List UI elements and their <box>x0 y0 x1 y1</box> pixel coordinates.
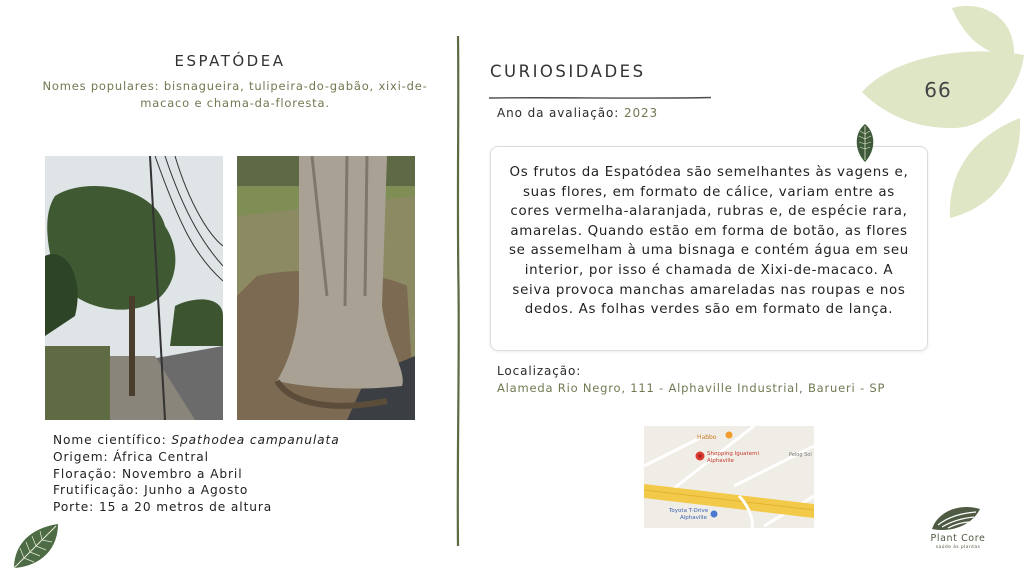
popular-names: Nomes populares: bisnagueira, tulipeira-do-gabão, xixi-de-macaco e chama-da-floresta. <box>42 79 428 110</box>
evaluation-year <box>497 106 658 120</box>
year-label: Ano da avaliação: <box>497 106 624 120</box>
tree-street-photo <box>45 156 223 420</box>
map-label-shopping: Shopping Iguatemi <box>707 451 759 457</box>
small-leaf-icon <box>855 124 875 162</box>
brand-name-text: Plant Core <box>930 533 986 544</box>
size-row: Porte: 15 a 20 metros de altura <box>53 500 273 515</box>
brand-name <box>913 533 1003 550</box>
origin-row: Origem: África Central <box>53 449 209 464</box>
fruiting-row: Frutificação: Junho a Agosto <box>53 483 249 498</box>
curiosities-text: Os frutos da Espatódea são semelhantes às vagens e, suas flores, em formato de cálice, variam entre as cores vermelha-alaranjada, rubras e, de espécie rara, amarelas. Quando estão em forma de botão, as flores se assemelham à uma bisnaga e contém água em seu interior, por isso é chamada de Xixi-de-macaco. A seiva provoca manchas amareladas nas roupas e nos dedos. As folhas verdes são em formato de lança. <box>509 165 909 318</box>
scientific-name-value: Spathodea campanulata <box>171 433 340 447</box>
scientific-name-row <box>53 432 340 449</box>
location-address: Alameda Rio Negro, 111 - Alphaville Industrial, Barueri - SP <box>497 381 886 395</box>
tree-trunk-photo <box>237 156 415 420</box>
title-underline <box>489 85 711 89</box>
species-facts <box>53 432 340 516</box>
leaf-bottom-icon <box>950 118 1020 218</box>
location-map[interactable] <box>644 426 814 528</box>
brand-logo-icon <box>930 503 982 533</box>
map-label-alphaville-1: Alphaville <box>707 458 734 464</box>
map-label-alphaville-2: Alphaville <box>680 515 707 521</box>
map-label-pelog: Pelog Sol <box>789 452 812 458</box>
column-divider <box>455 36 461 546</box>
leaf-top-icon <box>952 6 1014 55</box>
location-label: Localização: <box>497 364 582 378</box>
species-title: ESPATÓDEA <box>174 52 286 70</box>
map-label-toyota: Toyota T-Drive <box>669 508 709 514</box>
map-label-habbo: Habbo <box>697 434 717 441</box>
brand-tagline: saúde às plantas <box>935 545 981 550</box>
bottom-leaf-icon <box>10 520 62 572</box>
flowering-row: Floração: Novembro a Abril <box>53 466 243 481</box>
year-value: 2023 <box>623 106 659 120</box>
scientific-name-label: Nome científico: <box>53 433 172 447</box>
leaves-decoration <box>860 0 1024 225</box>
curiosities-title: CURIOSIDADES <box>490 62 646 81</box>
page-number: 66 <box>924 78 952 102</box>
